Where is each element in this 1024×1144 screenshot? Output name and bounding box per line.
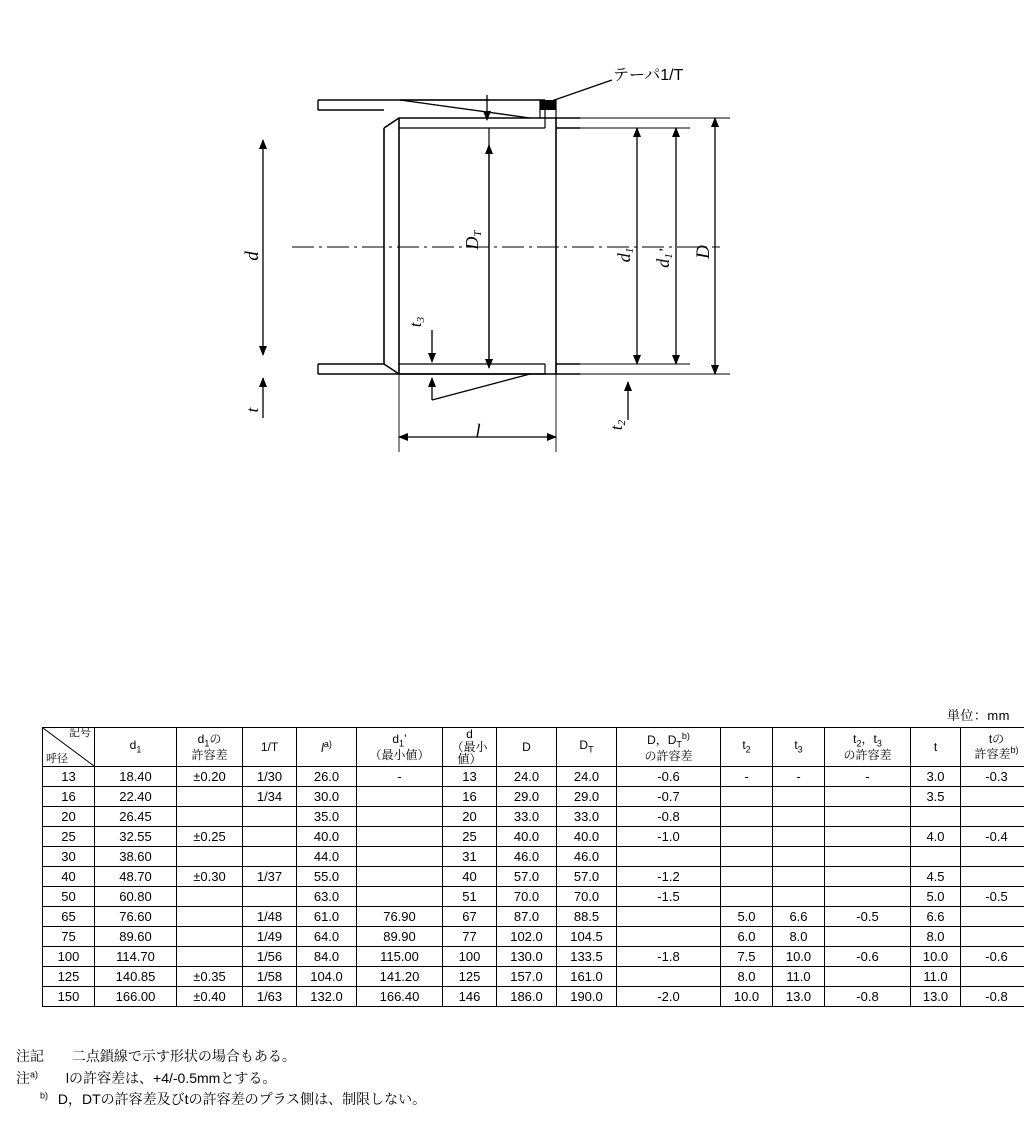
cell-nominal: 65 (43, 907, 95, 927)
cell-DT: 88.5 (557, 907, 617, 927)
cell-T: 1/58 (243, 967, 297, 987)
cell-T: 1/34 (243, 787, 297, 807)
cell-t2: 6.0 (721, 927, 773, 947)
cell-nominal: 150 (43, 987, 95, 1007)
cell-d1: 22.40 (95, 787, 177, 807)
cell-t2: 7.5 (721, 947, 773, 967)
cell-DT: 70.0 (557, 887, 617, 907)
cell-t_tol: -0.8 (961, 987, 1024, 1007)
cell-t: 4.0 (911, 827, 961, 847)
cell-T: 1/56 (243, 947, 297, 967)
cell-t_tol (961, 907, 1024, 927)
cell-T (243, 847, 297, 867)
note-line-2 (16, 1068, 426, 1090)
cell-t23_tol (825, 807, 911, 827)
cell-T: 1/49 (243, 927, 297, 947)
cell-t (911, 807, 961, 827)
table-body (43, 767, 1024, 1007)
cell-t: 3.0 (911, 767, 961, 787)
cell-d1p: 76.90 (357, 907, 443, 927)
cell-D_tol (617, 967, 721, 987)
cell-nominal: 20 (43, 807, 95, 827)
cell-d1_tol (177, 807, 243, 827)
cell-D: 102.0 (497, 927, 557, 947)
cell-d1p (357, 867, 443, 887)
table-row (43, 807, 1024, 827)
cell-DT: 104.5 (557, 927, 617, 947)
cell-t3 (773, 867, 825, 887)
cell-t3 (773, 847, 825, 867)
cell-t_tol (961, 967, 1024, 987)
table-row (43, 927, 1024, 947)
cell-d1_tol (177, 847, 243, 867)
cell-T (243, 807, 297, 827)
cell-t_tol: -0.4 (961, 827, 1024, 847)
cell-d: 16 (443, 787, 497, 807)
cell-t: 3.5 (911, 787, 961, 807)
label-t: t (243, 407, 262, 413)
header-d1-prime: $d_1$’ （最小値） (357, 728, 443, 767)
cell-D_tol: -0.8 (617, 807, 721, 827)
cell-t_tol (961, 787, 1024, 807)
note-a-text: lの許容差は、+4/-0.5mmとする。 (65, 1069, 277, 1086)
cell-DT: 190.0 (557, 987, 617, 1007)
cell-nominal: 75 (43, 927, 95, 947)
cell-l: 30.0 (297, 787, 357, 807)
cell-t23_tol (825, 787, 911, 807)
table-row (43, 787, 1024, 807)
cell-t23_tol (825, 887, 911, 907)
header-taper: 1/T (243, 728, 297, 767)
note-a-sup: a) (30, 1069, 39, 1080)
table-row (43, 867, 1024, 887)
cell-D_tol: -0.6 (617, 767, 721, 787)
cell-t2: - (721, 767, 773, 787)
cell-t_tol: -0.6 (961, 947, 1024, 967)
label-d: d (242, 251, 263, 261)
table-row (43, 987, 1024, 1007)
cell-T (243, 887, 297, 907)
cell-d: 125 (443, 967, 497, 987)
cell-t_tol: -0.5 (961, 887, 1024, 907)
header-corner-symbol: 記号 (69, 727, 91, 739)
note-b-text: D，DTの許容差及びtの許容差のプラス側は、制限しない。 (57, 1091, 427, 1108)
cell-d: 20 (443, 807, 497, 827)
label-d1: d1 (614, 247, 636, 263)
cell-D: 70.0 (497, 887, 557, 907)
cell-t2: 5.0 (721, 907, 773, 927)
cell-D: 186.0 (497, 987, 557, 1007)
cell-d1_tol (177, 907, 243, 927)
cell-D_tol (617, 927, 721, 947)
cell-l: 63.0 (297, 887, 357, 907)
cell-D: 29.0 (497, 787, 557, 807)
note-label: 注記 (16, 1048, 44, 1064)
cell-l: 44.0 (297, 847, 357, 867)
cell-DT: 33.0 (557, 807, 617, 827)
cell-d1: 60.80 (95, 887, 177, 907)
label-DT: DT (462, 230, 484, 250)
cell-T: 1/48 (243, 907, 297, 927)
cell-nominal: 30 (43, 847, 95, 867)
cell-t: 5.0 (911, 887, 961, 907)
cell-d1p (357, 847, 443, 867)
cell-d: 51 (443, 887, 497, 907)
unit-note: 単位：mm (946, 708, 1010, 723)
cell-D: 33.0 (497, 807, 557, 827)
cell-d: 146 (443, 987, 497, 1007)
cell-d1p: 89.90 (357, 927, 443, 947)
label-D: D (693, 245, 714, 259)
table-row (43, 767, 1024, 787)
cell-t2 (721, 827, 773, 847)
table-header-row (43, 728, 1024, 767)
table-row (43, 967, 1024, 987)
note-line-3 (16, 1089, 426, 1111)
cell-D: 87.0 (497, 907, 557, 927)
cell-t3: 8.0 (773, 927, 825, 947)
cell-DT: 57.0 (557, 867, 617, 887)
cell-t3 (773, 887, 825, 907)
label-t3: t3 (406, 316, 427, 328)
cell-t23_tol (825, 847, 911, 867)
cell-d: 13 (443, 767, 497, 787)
cell-t23_tol (825, 967, 911, 987)
table-row (43, 827, 1024, 847)
cell-D_tol: -1.0 (617, 827, 721, 847)
cell-d1: 32.55 (95, 827, 177, 847)
cell-t: 8.0 (911, 927, 961, 947)
cell-d1: 140.85 (95, 967, 177, 987)
cell-d1_tol (177, 947, 243, 967)
table-row (43, 947, 1024, 967)
cell-t_tol: -0.3 (961, 767, 1024, 787)
cell-t2: 10.0 (721, 987, 773, 1007)
cell-d1p (357, 887, 443, 907)
header-D-tol: D，$D_T^{b)}$ の許容差 (617, 728, 721, 767)
label-d1-prime: d1’ (653, 248, 675, 268)
cell-d1: 38.60 (95, 847, 177, 867)
cell-t_tol (961, 847, 1024, 867)
cell-d1p: 166.40 (357, 987, 443, 1007)
note-line-1 (16, 1046, 426, 1068)
cell-t23_tol (825, 827, 911, 847)
cell-d1: 114.70 (95, 947, 177, 967)
cell-D_tol: -1.5 (617, 887, 721, 907)
header-d: d （最小値） (443, 728, 497, 767)
cell-t_tol (961, 927, 1024, 947)
cell-D: 57.0 (497, 867, 557, 887)
cell-D: 157.0 (497, 967, 557, 987)
header-l: $l^{a)}$ (297, 728, 357, 767)
cell-t23_tol: -0.6 (825, 947, 911, 967)
cell-t3 (773, 787, 825, 807)
cell-t3 (773, 827, 825, 847)
table-row (43, 847, 1024, 867)
cell-DT: 29.0 (557, 787, 617, 807)
cell-d1_tol: ±0.30 (177, 867, 243, 887)
cell-t3 (773, 807, 825, 827)
header-t23-tol: $t_2$，$t_3$ の許容差 (825, 728, 911, 767)
cell-d1: 166.00 (95, 987, 177, 1007)
cell-l: 104.0 (297, 967, 357, 987)
header-corner-nominal: 呼径 (46, 753, 68, 766)
header-t3: $t_3$ (773, 728, 825, 767)
cell-d: 31 (443, 847, 497, 867)
cell-nominal: 40 (43, 867, 95, 887)
cell-DT: 46.0 (557, 847, 617, 867)
cell-l: 55.0 (297, 867, 357, 887)
cell-l: 61.0 (297, 907, 357, 927)
cell-D_tol (617, 847, 721, 867)
cell-d1: 76.60 (95, 907, 177, 927)
header-t: t (911, 728, 961, 767)
footnotes (16, 1046, 426, 1111)
label-l: l (475, 421, 481, 442)
cell-d1p: 115.00 (357, 947, 443, 967)
cell-l: 35.0 (297, 807, 357, 827)
cell-d1: 18.40 (95, 767, 177, 787)
cell-DT: 161.0 (557, 967, 617, 987)
spec-table-wrap (42, 727, 1019, 1007)
cell-nominal: 13 (43, 767, 95, 787)
cell-nominal: 100 (43, 947, 95, 967)
cell-DT: 133.5 (557, 947, 617, 967)
cell-d1_tol (177, 787, 243, 807)
cell-d1p (357, 807, 443, 827)
cell-d1p: 141.20 (357, 967, 443, 987)
cell-T: 1/63 (243, 987, 297, 1007)
cell-d1_tol: ±0.35 (177, 967, 243, 987)
cell-t: 10.0 (911, 947, 961, 967)
cell-t3: 13.0 (773, 987, 825, 1007)
cell-d1p (357, 787, 443, 807)
cell-d1: 26.45 (95, 807, 177, 827)
cell-d: 77 (443, 927, 497, 947)
cell-l: 64.0 (297, 927, 357, 947)
cell-d1p (357, 827, 443, 847)
header-d1: $d_1$ (95, 728, 177, 767)
cell-D: 46.0 (497, 847, 557, 867)
cell-t2 (721, 887, 773, 907)
cell-d1_tol (177, 927, 243, 947)
cell-t: 4.5 (911, 867, 961, 887)
cell-D_tol: -1.8 (617, 947, 721, 967)
table-row (43, 907, 1024, 927)
cell-l: 26.0 (297, 767, 357, 787)
cell-d1_tol: ±0.25 (177, 827, 243, 847)
cell-t2 (721, 847, 773, 867)
cell-D_tol: -0.7 (617, 787, 721, 807)
cell-T (243, 827, 297, 847)
header-d1-tol: $d_1$の 許容差 (177, 728, 243, 767)
cell-t2 (721, 787, 773, 807)
cell-t: 13.0 (911, 987, 961, 1007)
cell-D: 130.0 (497, 947, 557, 967)
cell-t3: 10.0 (773, 947, 825, 967)
label-taper: テーパ1/T (613, 67, 684, 84)
cell-nominal: 125 (43, 967, 95, 987)
cell-d: 100 (443, 947, 497, 967)
cell-t: 11.0 (911, 967, 961, 987)
cell-t: 6.6 (911, 907, 961, 927)
cell-D_tol: -2.0 (617, 987, 721, 1007)
cell-l: 40.0 (297, 827, 357, 847)
cell-t3: 11.0 (773, 967, 825, 987)
cell-l: 84.0 (297, 947, 357, 967)
cell-DT: 40.0 (557, 827, 617, 847)
cell-d: 25 (443, 827, 497, 847)
header-D: D (497, 728, 557, 767)
cell-d: 67 (443, 907, 497, 927)
cell-D: 40.0 (497, 827, 557, 847)
cell-t23_tol: -0.8 (825, 987, 911, 1007)
note-a-label: 注 (16, 1069, 30, 1086)
cell-t2 (721, 867, 773, 887)
cell-t3: 6.6 (773, 907, 825, 927)
header-DT: $D_T$ (557, 728, 617, 767)
cell-t23_tol: -0.5 (825, 907, 911, 927)
header-t-tol: tの 許容差$^{b)}$ (961, 728, 1024, 767)
cell-D_tol (617, 907, 721, 927)
cell-D_tol: -1.2 (617, 867, 721, 887)
note-text: 二点鎖線で示す形状の場合もある。 (71, 1048, 296, 1064)
note-b-sup: b) (40, 1090, 49, 1101)
header-corner (43, 728, 95, 767)
cell-d: 40 (443, 867, 497, 887)
cell-DT: 24.0 (557, 767, 617, 787)
label-t2: t2 (607, 419, 628, 431)
cell-t_tol (961, 867, 1024, 887)
cell-d1p: - (357, 767, 443, 787)
cell-d1: 89.60 (95, 927, 177, 947)
cell-t3: - (773, 767, 825, 787)
cell-t23_tol (825, 867, 911, 887)
cell-l: 132.0 (297, 987, 357, 1007)
cell-D: 24.0 (497, 767, 557, 787)
cell-T: 1/37 (243, 867, 297, 887)
cell-nominal: 50 (43, 887, 95, 907)
cell-t23_tol: - (825, 767, 911, 787)
cell-d1_tol: ±0.20 (177, 767, 243, 787)
table-row (43, 887, 1024, 907)
cell-t23_tol (825, 927, 911, 947)
cell-T: 1/30 (243, 767, 297, 787)
cell-t_tol (961, 807, 1024, 827)
cell-t2 (721, 807, 773, 827)
cell-t (911, 847, 961, 867)
cell-t2: 8.0 (721, 967, 773, 987)
cell-d1: 48.70 (95, 867, 177, 887)
cell-d1_tol: ±0.40 (177, 987, 243, 1007)
cell-nominal: 16 (43, 787, 95, 807)
header-t2: $t_2$ (721, 728, 773, 767)
spec-table (42, 727, 1024, 1007)
cell-nominal: 25 (43, 827, 95, 847)
cell-d1_tol (177, 887, 243, 907)
